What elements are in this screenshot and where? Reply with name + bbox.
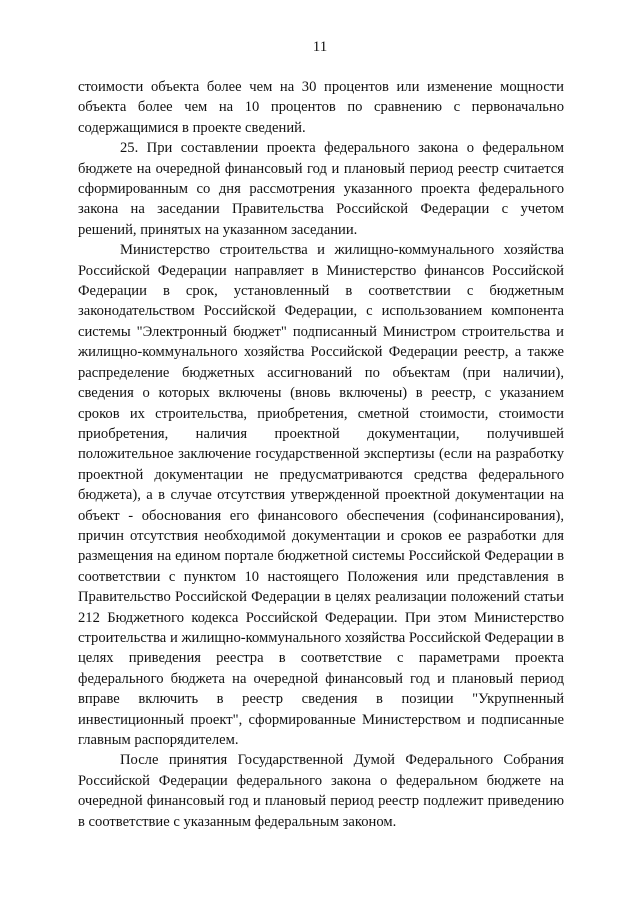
paragraph-continuation: стоимости объекта более чем на 30 процентов или изменение мощности объекта более чем на 10 процентов по сравнению с первоначально содержащимися в проекте сведений. xyxy=(78,79,564,136)
paragraph-ministry-registry: Министерство строительства и жилищно-коммунального хозяйства Российской Федерации направляет в Министерство финансов Российской Федерации в срок, установленный в соответствии с бюджетным законодательством Российской Федерации, с использованием компонента системы "Электронный бюджет" подписанный Министром строительства и жилищно-коммунального хозяйства Российской Федерации реестр, а также распределение бюджетных ассигнований по объектам (при наличии), сведения о которых включены (вновь включены) в реестр, с указанием сроков их строительства, приобретения, сметной стоимости, стоимости приобретения, наличия проектной документации, получившей положительное заключение государственной экспертизы (если на разработку проектной документации не предусматриваются средства федерального бюджета), а в случае отсутствия утвержденной проектной документации на объект - обоснования его финансового обеспечения (софинансирования), причин отсутствия необходимой документации и сроков ее разработки для размещения на едином портале бюджетной системы Российской Федерации в соответствии с пунктом 10 настоящего Положения или представления в Правительство Российской Федерации в целях реализации положений статьи 212 Бюджетного кодекса Российской Федерации. При этом Министерство строительства и жилищно-коммунального хозяйства Российской Федерации в целях приведения реестра в соответствие с параметрами проекта федерального бюджета на очередной финансовый год и плановый период вправе включить в реестр сведения в позиции "Укрупненный инвестиционный проект", сформированные Министерством и подписанные главным распорядителем. xyxy=(78,242,564,748)
paragraph-item-25: 25. При составлении проекта федерального закона о федеральном бюджете на очередной финансовый год и плановый период реестр считается сформированным со дня рассмотрения указанного проекта федерального закона на заседании Правительства Российской Федерации с учетом решений, принятых на указанном заседании. xyxy=(78,140,564,238)
page-number: 11 xyxy=(312,39,328,55)
document-body xyxy=(78,77,564,832)
paragraph-after-adoption: После принятия Государственной Думой Федерального Собрания Российской Федерации федерального закона о федеральном бюджете на очередной финансовый год и плановый период реестр подлежит приведению в соответствие с указанным федеральным законом. xyxy=(78,752,564,830)
